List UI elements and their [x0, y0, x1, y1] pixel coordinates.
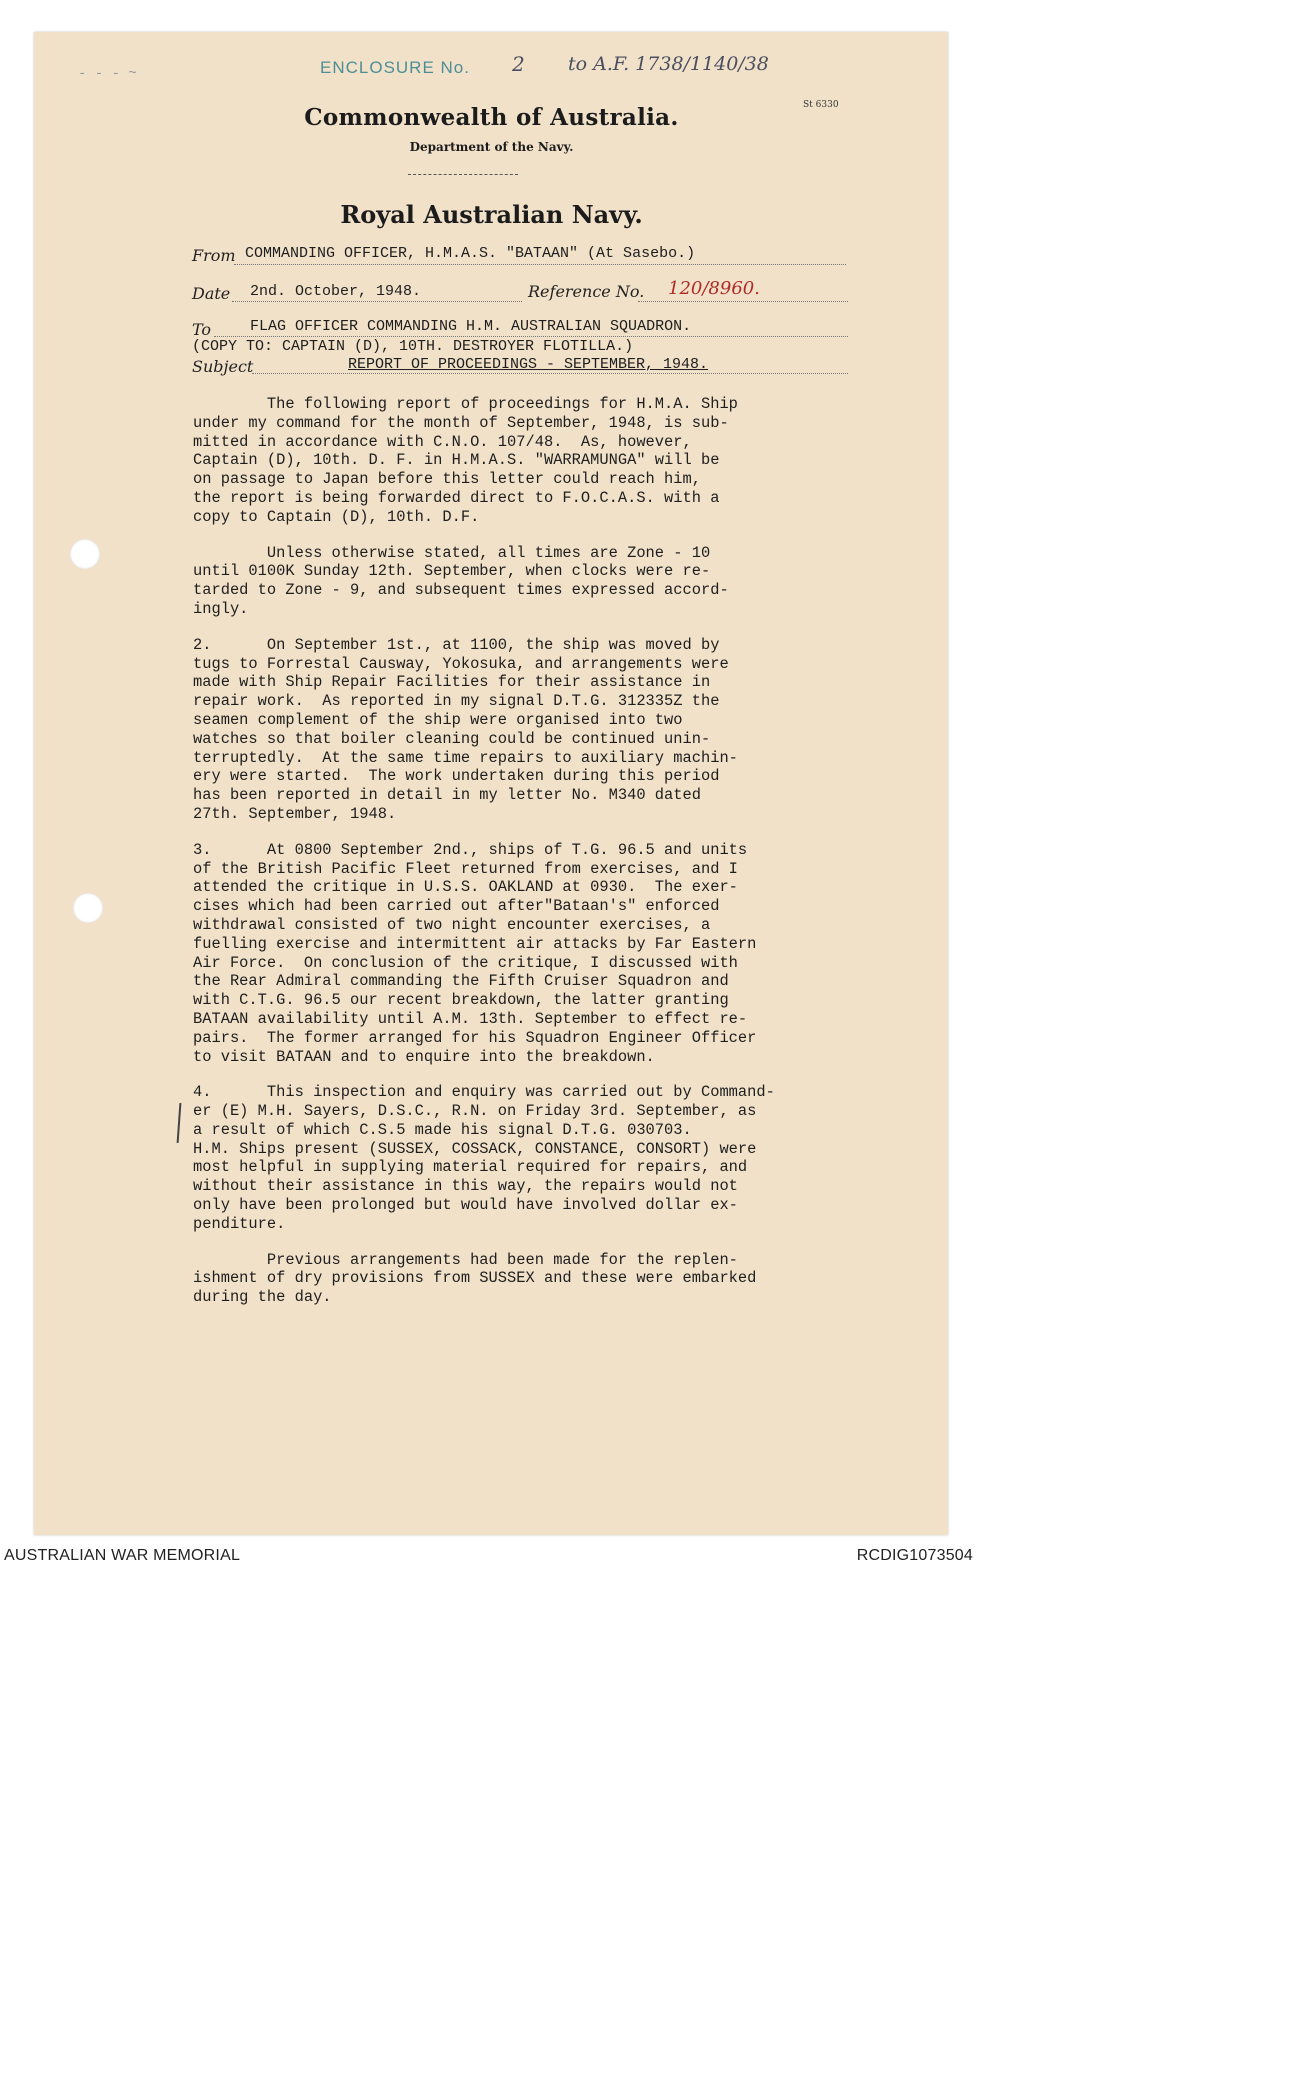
reference-label: Reference No. — [528, 282, 645, 301]
subject-value: REPORT OF PROCEEDINGS - SEPTEMBER, 1948. — [348, 356, 709, 373]
copy-to: (COPY TO: CAPTAIN (D), 10TH. DESTROYER FLOTILLA.) — [192, 338, 634, 355]
date-line — [232, 301, 522, 302]
service-title: Royal Australian Navy. — [340, 200, 643, 229]
to-value: FLAG OFFICER COMMANDING H.M. AUSTRALIAN SQUADRON. — [250, 318, 692, 335]
paragraph-2: 2. On September 1st., at 1100, the ship was moved by tugs to Forrestal Causway, Yokosuka, and arrangements were made with Ship Repair Facilities for their assistance in repair work. As reported in my signal D.T.G. 312335Z the seamen complement of the ship were organised into two watches so that boiler cleaning could be continued unin- terruptedly. At the same time repairs to auxiliary machin- ery were started. The work undertaken during this period has been reported in detail in my letter No. M340 dated 27th. September, 1948. — [193, 635, 738, 823]
enclosure-stamp: ENCLOSURE No. — [320, 58, 470, 77]
enclosure-number: 2 — [512, 52, 525, 76]
from-label: From — [192, 246, 236, 265]
report-body — [193, 395, 913, 1324]
reference-line — [638, 301, 848, 302]
letterhead-title: Commonwealth of Australia. — [304, 104, 679, 131]
date-label: Date — [192, 284, 231, 303]
to-label: To — [192, 320, 212, 339]
paragraph-provisions: Previous arrangements had been made for the replen- ishment of dry provisions from SUSSEX and these were embarked during the day. — [193, 1250, 757, 1307]
from-line — [234, 264, 846, 265]
item-id: RCDIG1073504 — [856, 1547, 973, 1564]
department-line: Department of the Navy. — [409, 140, 574, 154]
pencil-marks: - - - ~ — [78, 66, 137, 82]
paragraph-3: 3. At 0800 September 2nd., ships of T.G. 96.5 and units of the British Pacific Fleet returned from exercises, and I attended the critique in U.S.S. OAKLAND at 0930. The exer- cises which had been carried out after"Bataan's" enforced withdrawal consisted of two night encounter exercises, a fuelling exercise and intermittent air attacks by Far Eastern Air Force. On conclusion of the critique, I discussed with the Rear Admiral commanding the Fifth Cruiser Squadron and with C.T.G. 96.5 our recent breakdown, the latter granting BATAAN availability until A.M. 13th. September to effect re- pairs. The former arranged for his Squadron Engineer Officer to visit BATAAN and to enquire into the breakdown. — [193, 840, 757, 1066]
paragraph-intro: The following report of proceedings for H.M.A. Ship under my command for the month of September, 1948, is sub- mitted in accordance with C.N.O. 107/48. As, however, Captain (D), 10th. D. F. in H.M.A.S. "WARRAMUNGA" will be on passage to Japan before this letter could reach him, the report is being forwarded direct to F.O.C.A.S. with a copy to Captain (D), 10th. D.F. — [193, 395, 738, 526]
punch-hole-top — [70, 539, 100, 569]
from-value: COMMANDING OFFICER, H.M.A.S. "BATAAN" (At Sasebo.) — [245, 245, 696, 262]
paragraph-times: Unless otherwise stated, all times are Zone - 10 until 0100K Sunday 12th. September, when clocks were re- tarded to Zone - 9, and subsequent times expressed accord- ingly. — [193, 543, 729, 618]
to-line — [214, 336, 848, 337]
punch-hole-bottom — [73, 893, 103, 923]
subject-line — [252, 373, 848, 374]
date-value: 2nd. October, 1948. — [250, 283, 422, 300]
subject-label: Subject — [192, 357, 254, 376]
archive-credit: AUSTRALIAN WAR MEMORIAL — [4, 1547, 241, 1564]
paragraph-4: 4. This inspection and enquiry was carried out by Command- er (E) M.H. Sayers, D.S.C., R.N. on Friday 3rd. September, as a result of which C.S.5 made his signal D.T.G. 030703. H.M. Ships present (SUSSEX, COSSACK, CONSTANCE, CONSORT) were most helpful in supplying material required for repairs, and without their assistance in this way, the repairs would not only have been prolonged but would have involved dollar ex- penditure. — [193, 1083, 775, 1233]
enclosure-reference: to A.F. 1738/1140/38 — [568, 53, 769, 75]
divider — [408, 174, 518, 175]
reference-value: 120/8960. — [668, 278, 760, 299]
form-code: St 6330 — [803, 100, 839, 110]
